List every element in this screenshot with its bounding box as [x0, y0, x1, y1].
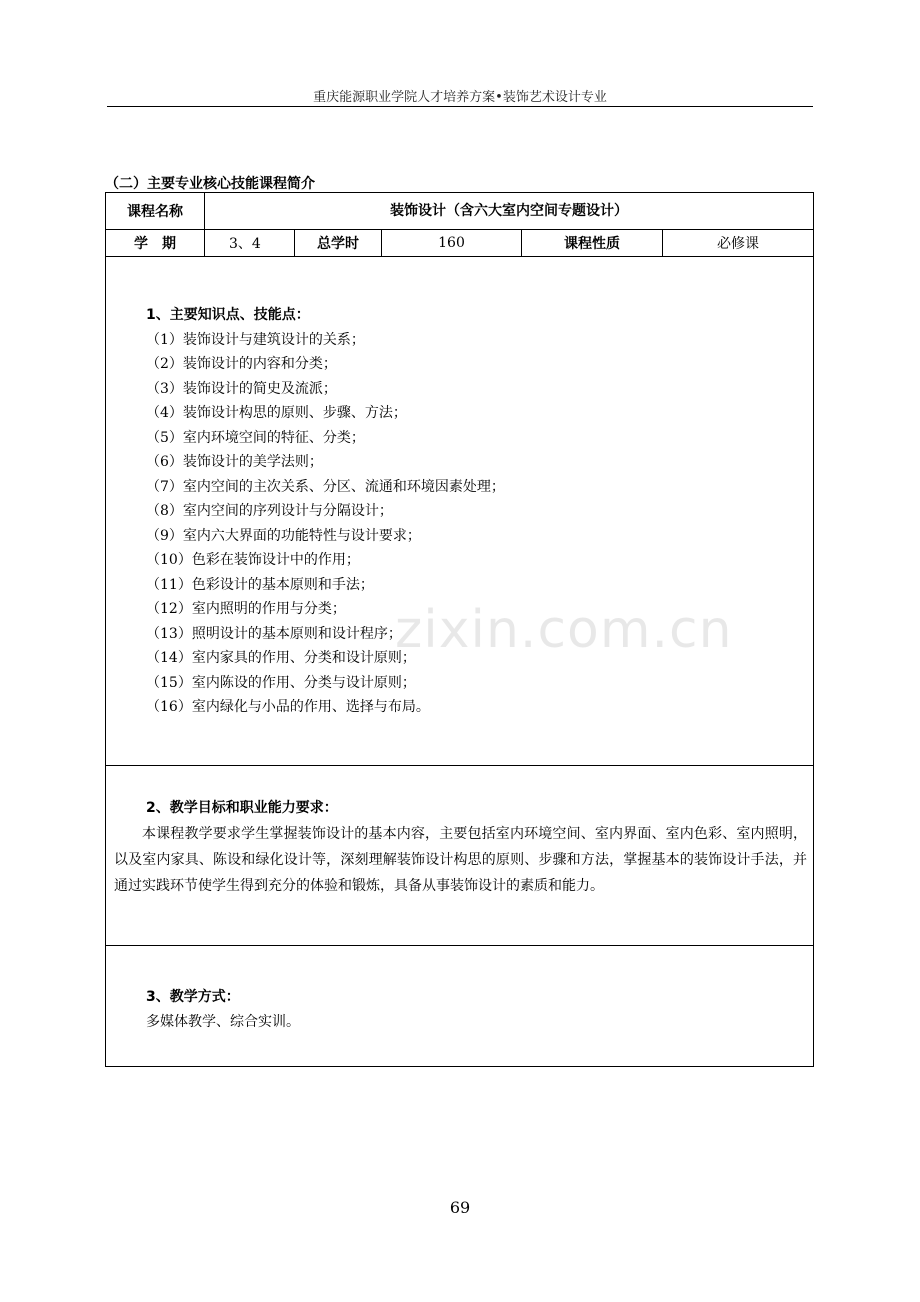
knowledge-item: （2）装饰设计的内容和分类； [146, 356, 337, 372]
knowledge-item: （13）照明设计的基本原则和设计程序； [146, 625, 402, 642]
semester-value: 3、4 [229, 235, 261, 252]
knowledge-item: （12）室内照明的作用与分类； [146, 601, 346, 617]
knowledge-item: （6）装饰设计的美学法则； [146, 454, 323, 470]
header-rule [107, 106, 813, 107]
methods-section [106, 985, 813, 1034]
knowledge-item: （11）色彩设计的基本原则和手法； [146, 576, 374, 593]
knowledge-item: （8）室内空间的序列设计与分隔设计； [146, 503, 393, 519]
goals-paragraph: 本课程教学要求学生掌握装饰设计的基本内容，主要包括室内环境空间、室内界面、室内色彩、室内照明，以及室内家具、陈设和绿化设计等，深刻理解装饰设计构思的原则、步骤和方法，掌握基本的装饰设计手法，并通过实践环节使学生得到充分的体验和锻炼，具备从事装饰设计的素质和能力。 [114, 825, 807, 894]
running-header: 重庆能源职业学院人才培养方案•装饰艺术设计专业 [313, 90, 607, 105]
course-name-value: 装饰设计（含六大室内空间专题设计） [390, 202, 628, 219]
knowledge-item: （4）装饰设计构思的原则、步骤、方法； [146, 405, 407, 421]
course-name-label: 课程名称 [127, 204, 183, 220]
page-number: 69 [449, 1198, 471, 1217]
watermark: zixin.com.cn [395, 600, 733, 660]
knowledge-item: （9）室内六大界面的功能特性与设计要求； [146, 527, 421, 544]
knowledge-item: （5）室内环境空间的特征、分类； [146, 429, 365, 446]
knowledge-item: （1）装饰设计与建筑设计的关系； [146, 331, 365, 348]
knowledge-item: （14）室内家具的作用、分类和设计原则； [146, 650, 416, 666]
knowledge-item: （16）室内绿化与小品的作用、选择与布局。 [146, 699, 430, 715]
knowledge-item: （3）装饰设计的简史及流派； [146, 380, 337, 397]
methods-text: 多媒体教学、综合实训。 [146, 1013, 300, 1030]
semester-label: 学 期 [134, 235, 176, 252]
total-hours-value: 160 [438, 234, 465, 251]
goals-heading: 2、教学目标和职业能力要求： [146, 800, 338, 816]
knowledge-item: （10）色彩在装饰设计中的作用； [146, 552, 360, 568]
goals-section [106, 796, 813, 899]
course-nature-label: 课程性质 [564, 235, 620, 252]
knowledge-item: （15）室内陈设的作用、分类与设计原则； [146, 674, 416, 691]
course-nature-value: 必修课 [717, 235, 759, 252]
knowledge-heading: 1、主要知识点、技能点： [146, 307, 310, 323]
row-divider [106, 765, 813, 766]
section-title: （二）主要专业核心技能课程简介 [105, 176, 315, 192]
row-divider [106, 256, 813, 257]
knowledge-item: （7）室内空间的主次关系、分区、流通和环境因素处理； [146, 478, 505, 495]
methods-heading: 3、教学方式： [146, 989, 240, 1005]
total-hours-label: 总学时 [317, 235, 359, 252]
row-divider [106, 945, 813, 946]
